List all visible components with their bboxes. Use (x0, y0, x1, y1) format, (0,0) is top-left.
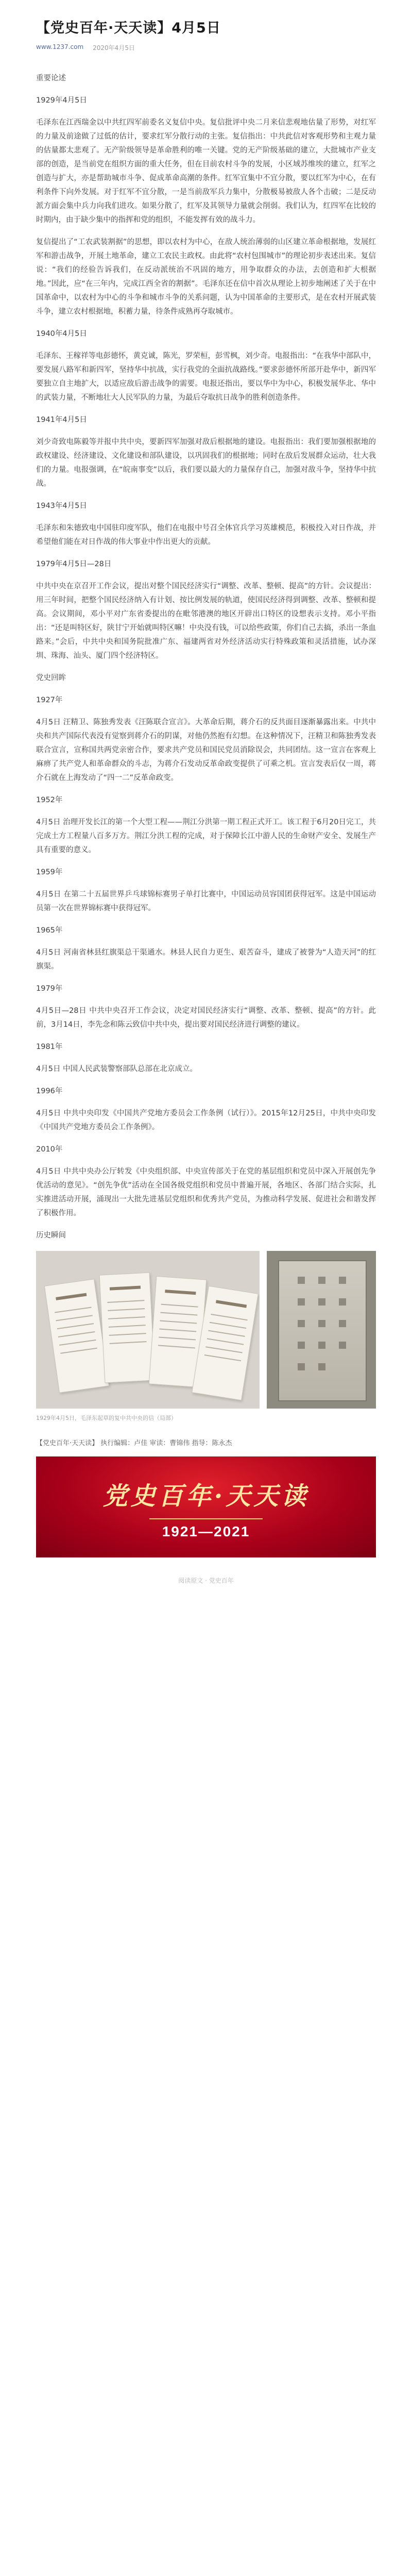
section-heading: 重要论述 (36, 74, 66, 82)
paragraph: 4月5日 中国人民武装警察部队总部在北京成立。 (36, 1065, 198, 1073)
section-heading: 1943年4月5日 (36, 502, 87, 510)
paragraph: 中共中央在京召开工作会议，提出对整个国民经济实行“调整、改革、整顿、提高”的方针。会议提出：用三年时间，把整个国民经济纳入有计划、按比例发展的轨道，使国民经济得到调整、改革、整顿和提高。会议期间，邓小平对广东省委提出的在毗邻港澳的地区开辟出口特区的设想表示支持。邓小平指出：“还是叫特区好，陕甘宁开始就叫特区嘛！中央没有钱，可以给些政策，你们自己去搞，杀出一条血路来。”会后，中共中央和国务院批准广东、福建两省对外经济活动实行特殊政策和灵活措施，试办深圳、珠海、汕头、厦门四个经济特区。 (36, 582, 376, 660)
paragraph: 4月5日 中共中央办公厅转发《中央组织部、中央宣传部关于在党的基层组织和党员中深入开展创先争优活动的意见》。“创先争优”活动在全国各级党组织和党员中普遍开展，各地区、各部门结合实际，扎实推进活动开展，涌现出一大批先进基层党组织和优秀共产党员，为推动科学发展、促进社会和谐发挥了积极作用。 (36, 1167, 376, 1217)
section-heading: 1959年 (36, 868, 63, 876)
paragraph: 毛泽东和朱德致电中国驻印度军队，他们在电报中号召全体官兵学习英雄模范，积极投入对日作战，并希望他们能在对日作战的伟大事业中作出更大的贡献。 (36, 524, 376, 546)
paragraph: 4月5日 河南省林县红旗渠总干渠通水。林县人民自力更生、艰苦奋斗，建成了被誉为“人造天河”的红旗渠。 (36, 948, 376, 971)
banner-title: 党史百年·天天读 (102, 1482, 310, 1511)
section-heading: 1981年 (36, 1043, 63, 1051)
section-heading: 1941年4月5日 (36, 416, 87, 424)
article-date: 2020年4月5日 (93, 44, 135, 52)
series-banner (36, 1456, 376, 1557)
article-meta (36, 43, 376, 52)
article-body (36, 72, 376, 1243)
paragraph: 4月5日—28日 中共中央召开工作会议，决定对国民经济实行“调整、改革、整顿、提高”的方针。此前，3月14日，李先念和陈云致信中共中央，提出要对国民经济进行调整的建议。 (36, 1007, 376, 1029)
article-title: 【党史百年·天天读】4月5日 (36, 20, 221, 36)
section-heading: 2010年 (36, 1145, 63, 1154)
section-heading: 1996年 (36, 1087, 63, 1095)
paragraph: 4月5日 中共中央印发《中国共产党地方委员会工作条例（试行）》。2015年12月25日，中共中央印发《中国共产党地方委员会工作条例》。 (36, 1109, 376, 1131)
section-heading: 1979年4月5日—28日 (36, 560, 112, 568)
history-photos (36, 1251, 376, 1409)
section-heading: 1940年4月5日 (36, 330, 87, 338)
stone-tablet-photo[interactable] (267, 1251, 376, 1409)
paragraph: 毛泽东、王稼祥等电彭德怀，黄克诚，陈光，罗荣桓，彭雪枫，刘少奇。电报指出：“在我华中部队中，要发展八路军和新四军，坚持华中抗战，实行我党的全面抗战路线。”要求彭德怀所部开赴华中，新四军要独立自主地扩大，以适应敌后游击战争的需要。电报还指出，要以华中为中心，积极发展华北、华中的武装力量，不断地壮大人民军队的力量，为最后夺取抗日战争的胜利创造条件。 (36, 352, 376, 402)
section-heading: 1927年 (36, 696, 63, 704)
paragraph: 刘少奇致电陈毅等并报中共中央，要新四军加强对敌后根据地的建设。电报指出：我们要加强根据地的政权建设、经济建设、文化建设和部队建设，以巩固我们的根据地；同时在敌后发展群众运动，壮大我们的力量。电报强调，在“皖南事变”以后，我们要以最大的力量保存自己，加强对敌斗争，坚持华中抗战。 (36, 438, 376, 488)
paragraph: 复信提出了“工农武装割据”的思想，即以农村为中心，在敌人统治薄弱的山区建立革命根据地，发展红军和游击战争，开展土地革命，建立工农民主政权。由此将“农村包围城市”的理论初步表述出来。复信说：“我们的经验告诉我们，在反动派统治不巩固的地方，用争取群众的办法，去创造和扩大根据地。”因此，应“在三年内，完成江西全省的割据”。毛泽东还在信中首次从理论上初步地阐述了关于在中国革命中，以农村为中心的斗争和城市斗争的关系问题，认为中国革命的主要形式，是在农村开展武装斗争，建立农村根据地，积蓄力量，待条件成熟再夺取城市。 (36, 238, 376, 316)
read-original-link[interactable]: 阅读原文 · 党史百年 (178, 1577, 234, 1584)
section-heading: 1979年 (36, 985, 63, 993)
section-heading: 1929年4月5日 (36, 96, 87, 105)
article-content (36, 0, 376, 1585)
section-heading: 党史回眸 (36, 674, 66, 682)
banner-years: 1921—2021 (162, 1523, 250, 1539)
section-heading: 1965年 (36, 926, 63, 935)
document-photo[interactable] (36, 1251, 260, 1409)
paragraph: 4月5日 治理开发长江的第一个大型工程——荆江分洪第一期工程正式开工。该工程于6月20日完工，共完成土方工程量八百多万方。荆江分洪工程的完成，对于保障长江中游人民的生命财产安全、发展生产具有重要的意义。 (36, 818, 376, 854)
article-author[interactable]: www.1237.com (36, 43, 84, 50)
document-sheet (99, 1273, 156, 1383)
document-sheet (44, 1279, 109, 1393)
paragraph: 毛泽东在江西瑞金以中共红四军前委名义复信中央。复信批评中央二月来信悲观地估量了形势，对红军的力量及前途做了过低的估计，要求红军分散行动的主张。复信指出：中共此信对客观形势和主观力量的估量都太悲观了。无产阶级领导是革命胜利的唯一关键。党的无产阶级基础的建立，大批城市产业支部的创造，是当前党在组织方面的重大任务，但在目前农村斗争的发展，小区域苏维埃的建立，红军之创造与扩大，亦是帮助城市斗争、促成革命高潮的条件。红军宜集中不宜分散，要以红军为中心，在有利条件下向外发展。对于红军不宜分散，一是当前敌军兵力集中，分散极易被敌人各个击破；二是反动派方面会集中兵力向我们进攻。如果分散了，红军及其领导力量就会削弱。我们认为，红四军在比较的时期内，由于缺少集中的指挥和党的组织，不能发挥有效的战斗力。 (36, 118, 376, 224)
photo-caption: 1929年4月5日，毛泽东起草的复中共中央的信（局部） (36, 1415, 177, 1421)
section-heading: 历史瞬间 (36, 1231, 66, 1240)
paragraph: 4月5日 在第二十五届世界乒乓球锦标赛男子单打比赛中，中国运动员容国团获得冠军。这是中国运动员第一次在世界锦标赛中获得冠军。 (36, 890, 376, 912)
credits-line: 【党史百年·天天读】 执行编辑：卢佳 审读：曹锦伟 指导：陈永杰 (36, 1439, 232, 1447)
paragraph: 4月5日 汪精卫、陈独秀发表《汪陈联合宣言》。大革命后期，蒋介石的反共面目逐渐暴露出来。中共中央和共产国际代表没有觉察到蒋介石的阴谋，对他仍然抱有幻想。在这种情况下，汪精卫和陈独秀发表联合宣言，宣称国共两党亲密合作，要求共产党员和国民党员消除误会，共同团结。这一宣言在客观上麻痹了共产党人和革命群众的斗志，为蒋介石发动反革命政变提供了可乘之机。宣言发表后仅一周，蒋介石就在上海发动了“四一二”反革命政变。 (36, 718, 376, 782)
section-heading: 1952年 (36, 796, 63, 804)
